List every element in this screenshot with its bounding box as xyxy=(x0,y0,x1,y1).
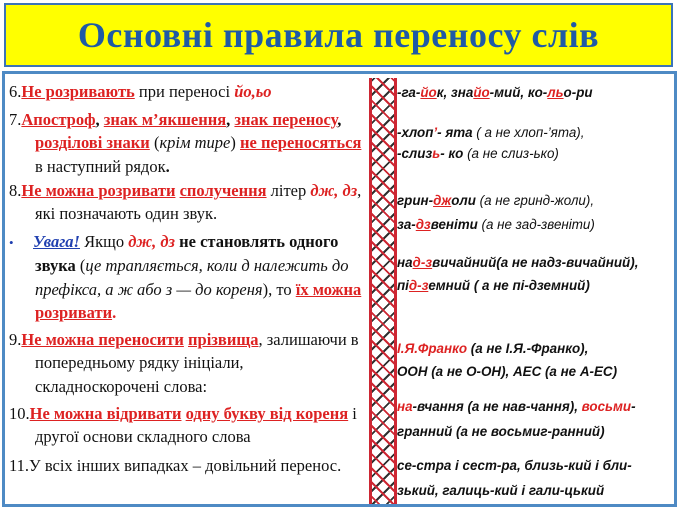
rule-keyword: Апостроф xyxy=(21,110,96,129)
rule-text: У всіх інших випадках – довільний перенос. xyxy=(29,456,342,475)
rule-number: 10. xyxy=(9,404,30,423)
example-line: се-стра і сест-ра, близь-кий і бли- xyxy=(397,458,632,473)
rule-text: ) xyxy=(230,133,241,153)
rule-text: в наступний рядок xyxy=(35,156,166,176)
example-line: -хлоп’- ята ( а не хлоп-’ята), xyxy=(397,125,585,140)
rule-6 xyxy=(9,80,369,103)
bullet-icon: • xyxy=(9,235,14,250)
rule-keyword: Не можна розривати xyxy=(21,181,176,200)
rule-text: літер xyxy=(266,181,311,200)
rule-text: ), то xyxy=(262,279,296,299)
example-line: І.Я.Франко (а не І.Я.-Франко), xyxy=(397,341,589,356)
rule-keyword: знак м’якшення xyxy=(103,110,227,129)
example-line: зький, галиць-кий і гали-цький xyxy=(397,483,605,498)
example-line: грин-джоли (а не гринд-жоли), xyxy=(397,193,595,208)
example-line: -слизь- ко (а не слиз-ько) xyxy=(397,146,559,161)
rule-note: це трапляється, коли д належить до префікса, а ж або з — до кореня xyxy=(35,256,349,299)
rule-text: і другої основи складного слова xyxy=(35,404,357,447)
separator: , xyxy=(337,110,342,129)
examples-column xyxy=(397,78,675,502)
rule-letters: йо,ьо xyxy=(234,82,272,101)
rule-keyword: розділові знаки xyxy=(35,133,150,153)
rule-text: при переносі xyxy=(134,82,235,101)
attention-label: Увага! xyxy=(33,232,80,251)
rule-text: ( xyxy=(149,133,160,153)
rule-text: . xyxy=(165,156,170,176)
rule-text: . xyxy=(112,302,117,322)
rule-text: Якщо xyxy=(79,232,129,251)
example-line: над-звичайний(а не надз-вичайний), xyxy=(397,255,639,270)
example-line: під-земний ( а не пі-дземний) xyxy=(397,278,590,293)
rule-number: 8. xyxy=(9,181,22,200)
example-line: за-дзвеніти (а не зад-звеніти) xyxy=(397,217,595,232)
example-line: на-вчання (а не нав-чання), восьми- xyxy=(397,399,636,414)
rule-8 xyxy=(9,179,369,226)
rule-keyword: знак переносу xyxy=(234,110,338,129)
rule-note: крім тире xyxy=(159,133,231,153)
rule-keyword: Не розривають xyxy=(21,82,135,101)
rule-text: , залишаючи в попередньому рядку ініціали, складноскорочені слова: xyxy=(35,330,359,396)
title-text: Основні правила переносу слів xyxy=(77,15,600,55)
page-title xyxy=(4,3,673,67)
separator: , xyxy=(226,110,235,129)
rules-column xyxy=(9,78,369,502)
rule-emphasis: не становлять одного звука xyxy=(35,232,339,276)
rule-7 xyxy=(9,108,369,178)
example-line: гранний (а не восьмиг-ранний) xyxy=(397,424,605,439)
rule-keyword: одну букву від кореня xyxy=(185,404,349,423)
rule-10 xyxy=(9,402,369,449)
rule-number: 6. xyxy=(9,82,22,101)
rule-11 xyxy=(9,454,369,477)
rule-number: 11. xyxy=(9,456,30,475)
content-panel xyxy=(2,71,677,507)
rule-keyword: сполучення xyxy=(179,181,267,200)
rule-keyword: не переносяться xyxy=(240,133,362,153)
rule-number: 7. xyxy=(9,110,22,129)
rule-keyword: Не можна відривати xyxy=(29,404,182,423)
rule-note-attention xyxy=(9,230,369,324)
rule-letters: дж, дз xyxy=(128,232,175,251)
rule-text: ( xyxy=(75,256,86,276)
rule-letters: дж, дз xyxy=(310,181,358,200)
example-line: -га-йок, знайо-мий, ко-льо-ри xyxy=(397,85,593,100)
separator: , xyxy=(95,110,104,129)
rule-text: , які позначають один звук. xyxy=(35,181,362,224)
example-line: ООН (а не О-ОН), АЕС (а не А-ЕС) xyxy=(397,364,618,379)
rule-keyword: Не можна переносити xyxy=(21,330,184,349)
embroidery-ornament xyxy=(369,78,397,504)
rule-keyword: їх можна розривати xyxy=(35,279,362,322)
rule-keyword: прізвища xyxy=(188,330,259,349)
rule-number: 9. xyxy=(9,330,22,349)
rule-9 xyxy=(9,328,369,398)
